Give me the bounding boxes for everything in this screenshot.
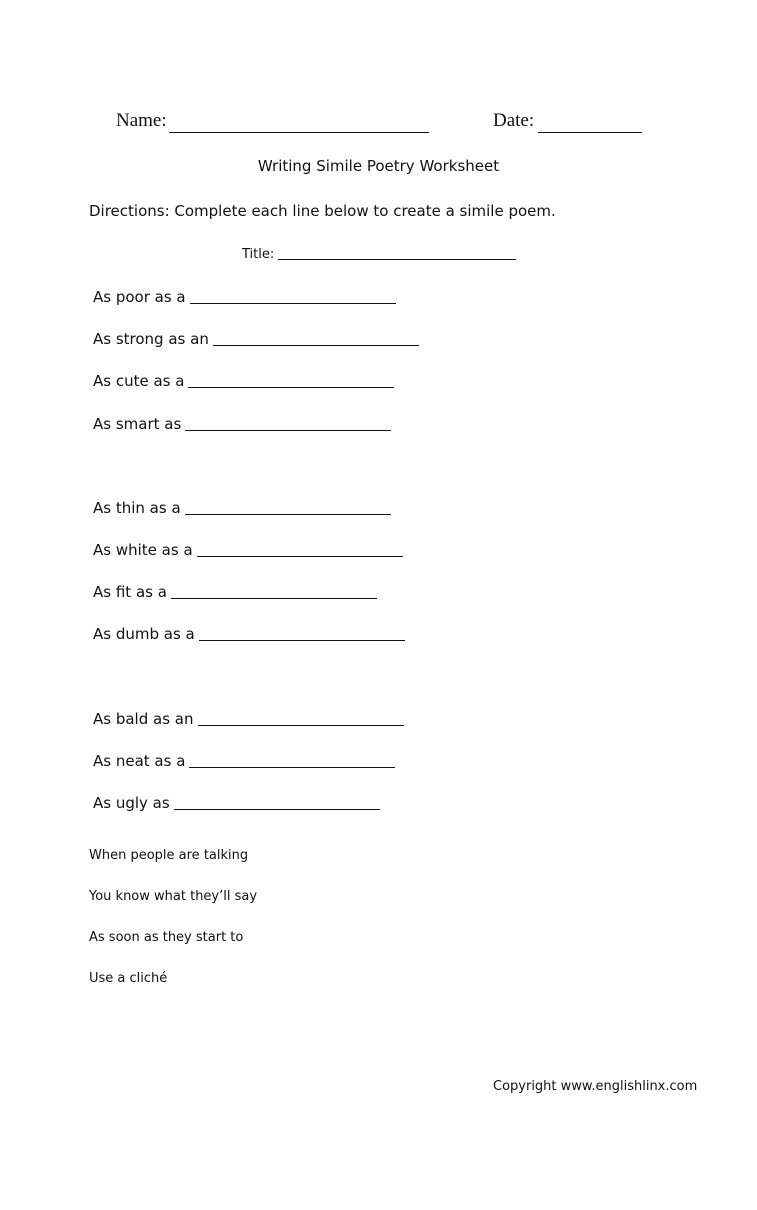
simile-blank-line[interactable] xyxy=(188,387,394,388)
date-label: Date: xyxy=(493,110,535,131)
simile-blank-line[interactable] xyxy=(190,303,396,304)
simile-prompt: As poor as a xyxy=(93,288,186,306)
simile-blank-line[interactable] xyxy=(185,514,391,515)
simile-prompt: As white as a xyxy=(93,541,193,559)
poem-line: You know what they’ll say xyxy=(89,889,258,904)
copyright-text: Copyright www.englishlinx.com xyxy=(493,1079,698,1094)
simile-line xyxy=(93,794,380,812)
simile-line xyxy=(93,541,403,559)
simile-blank-line[interactable] xyxy=(174,809,380,810)
simile-line xyxy=(93,625,405,643)
simile-blank-line[interactable] xyxy=(189,767,395,768)
name-label: Name: xyxy=(116,110,167,131)
simile-line xyxy=(93,288,396,306)
simile-blank-line[interactable] xyxy=(185,430,391,431)
poem-title-label: Title: xyxy=(242,247,275,262)
simile-prompt: As thin as a xyxy=(93,499,181,517)
simile-blank-line[interactable] xyxy=(197,556,403,557)
poem-line: As soon as they start to xyxy=(89,930,244,945)
simile-blank-line[interactable] xyxy=(213,345,419,346)
directions-text: Directions: Complete each line below to create a simile poem. xyxy=(89,202,556,220)
date-blank-line[interactable] xyxy=(538,132,642,133)
simile-blank-line[interactable] xyxy=(199,640,405,641)
simile-prompt: As smart as xyxy=(93,415,182,433)
poem-line: Use a cliché xyxy=(89,971,168,986)
simile-line xyxy=(93,499,391,517)
simile-line xyxy=(93,710,404,728)
simile-prompt: As neat as a xyxy=(93,752,186,770)
simile-line xyxy=(93,752,395,770)
simile-blank-line[interactable] xyxy=(171,598,377,599)
simile-prompt: As ugly as xyxy=(93,794,170,812)
simile-line xyxy=(93,583,377,601)
poem-title-row xyxy=(242,247,516,262)
simile-prompt: As fit as a xyxy=(93,583,167,601)
worksheet-title: Writing Simile Poetry Worksheet xyxy=(257,157,500,175)
simile-prompt: As cute as a xyxy=(93,372,185,390)
simile-prompt: As strong as an xyxy=(93,330,209,348)
simile-prompt: As bald as an xyxy=(93,710,194,728)
simile-blank-line[interactable] xyxy=(198,725,404,726)
poem-line: When people are talking xyxy=(89,848,249,863)
simile-prompt: As dumb as a xyxy=(93,625,195,643)
simile-line xyxy=(93,372,394,390)
name-blank-line[interactable] xyxy=(169,132,429,133)
simile-line xyxy=(93,330,419,348)
poem-title-blank-line[interactable] xyxy=(278,259,516,260)
simile-line xyxy=(93,415,391,433)
